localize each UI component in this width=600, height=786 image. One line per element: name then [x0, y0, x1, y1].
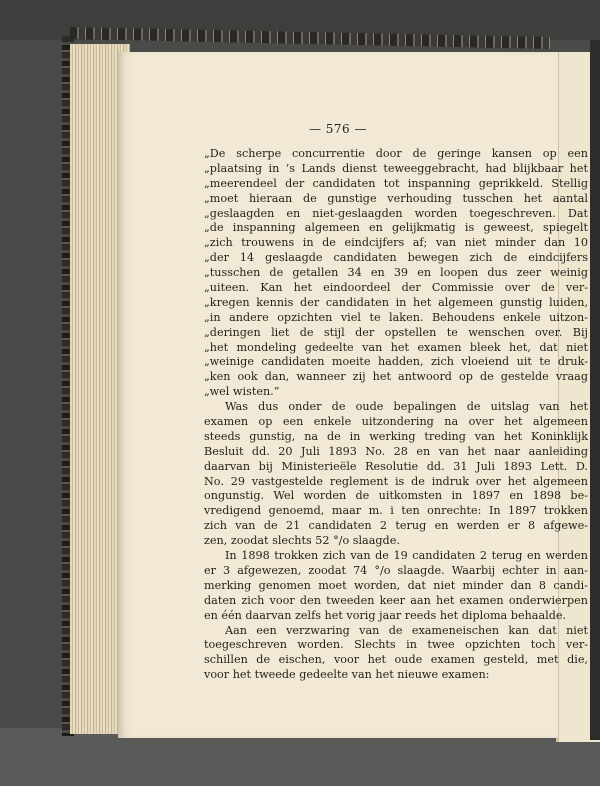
text-line: vredigend genoemd, maar m. i ten onrechte: In 1897 trokken	[204, 504, 588, 518]
text-line: „deringen liet de stijl der opstellen te wenschen over. Bij	[204, 325, 588, 339]
text-line: Aan een verzwaring van de exameneischen kan dat niet	[225, 623, 588, 637]
text-line: „der 14 geslaagde candidaten bewegen zich de eindcijfers	[204, 251, 588, 265]
text-line: „de inspanning algemeen en gelijkmatig is geweest, spiegelt	[204, 221, 588, 235]
text-line: daarvan bij Ministerieële Resolutie dd. 31 Juli 1893 Lett. D.	[204, 459, 588, 473]
text-line: „het mondeling gedeelte van het examen bleek het, dat niet	[204, 340, 588, 354]
text-line: „uiteen. Kan het eindoordeel der Commissie over de ver-	[204, 281, 588, 295]
text-line: „moet hieraan de gunstige verhouding tusschen het aantal	[204, 191, 588, 205]
text-line: zen, zoodat slechts 52 °/o slaagde.	[204, 534, 400, 548]
text-line: „kregen kennis der candidaten in het algemeen gunstig luiden,	[204, 295, 588, 309]
text-line: toegeschreven worden. Slechts in twee opzichten toch ver-	[204, 638, 588, 652]
background-right	[590, 40, 600, 740]
text-line: „meerendeel der candidaten tot inspanning geprikkeld. Stellig	[204, 176, 588, 190]
text-line: er 3 afgewezen, zoodat 74 °/o slaagde. Waarbij echter in aan-	[204, 563, 588, 577]
page-text	[204, 147, 588, 683]
text-line: Besluit dd. 20 Juli 1893 No. 28 en van het naar aanleiding	[204, 444, 588, 458]
text-line: „plaatsing in ’s Lands dienst teweeggebracht, had blijkbaar het	[204, 161, 588, 175]
text-line: steeds gunstig, na de in werking treding van het Koninklijk	[204, 429, 588, 443]
text-line: „zich trouwens in de eindcijfers af; van niet minder dan 10	[204, 236, 588, 250]
page-number: — 576 —	[308, 122, 368, 136]
book-page	[118, 52, 588, 738]
text-line: „in andere opzichten viel te laken. Behoudens enkele uitzon-	[204, 310, 588, 324]
text-line: schillen de eischen, voor het oude examen gesteld, met die,	[204, 653, 588, 667]
text-line: voor het tweede gedeelte van het nieuwe examen:	[204, 668, 490, 682]
text-line: „De scherpe concurrentie door de geringe kansen op een	[204, 147, 588, 160]
text-line: „wel wisten.”	[204, 385, 280, 399]
text-line: merking genomen moet worden, dat niet minder dan 8 candi-	[204, 578, 588, 592]
text-line: „ken ook dan, wanneer zij het antwoord op de gestelde vraag	[204, 370, 588, 384]
text-line: „geslaagden en niet-geslaagden worden toegeschreven. Dat	[204, 206, 588, 220]
text-line: daten zich voor den tweeden keer aan het examen onderwierpen	[204, 593, 588, 607]
text-line: Was dus onder de oude bepalingen de uitslag van het	[225, 400, 588, 414]
text-line: en één daarvan zelfs het vorig jaar reeds het diploma behaalde.	[204, 608, 567, 622]
text-line: „tusschen de getallen 34 en 39 en loopen dus zeer weinig	[204, 266, 588, 280]
text-line: In 1898 trokken zich van de 19 candidaten 2 terug en werden	[225, 549, 588, 563]
text-line: zich van de 21 candidaten 2 terug en werden er 8 afgewe-	[204, 519, 588, 533]
text-line: examen op een enkele uitzondering na over het algemeen	[204, 415, 588, 429]
text-line: No. 29 vastgestelde reglement is de indruk over het algemeen	[204, 474, 588, 488]
text-line: „weinige candidaten moeite hadden, zich vloeiend uit te druk-	[204, 355, 588, 369]
text-line: ongunstig. Wel worden de uitkomsten in 1897 en 1898 be-	[204, 489, 588, 503]
